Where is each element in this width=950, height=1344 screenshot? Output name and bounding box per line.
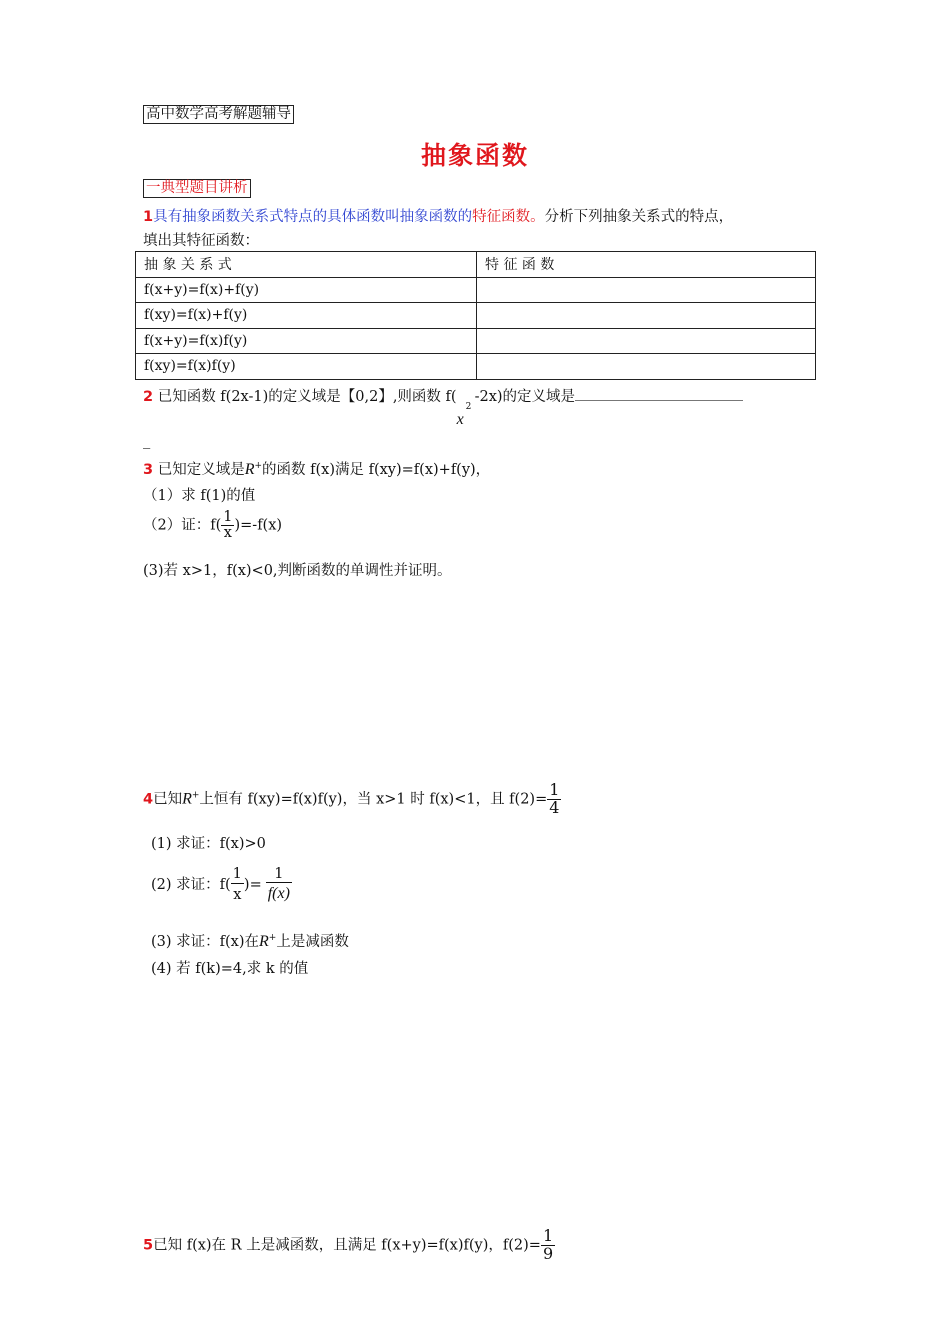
- question-3: [143, 458, 490, 479]
- q3-fraction: [221, 510, 234, 541]
- q2-text-a: 已知函数 f(2x-1)的定义域是【0,2】,则函数 f(: [153, 389, 457, 405]
- q3-part2: [143, 510, 282, 541]
- document-header: 高中数学高考解题辅导: [143, 105, 294, 124]
- answer-cell[interactable]: [477, 354, 816, 380]
- q4-fraction-right: [266, 867, 292, 903]
- q3-part3: (3)若 x>1，f(x)<0,判断函数的单调性并证明。: [143, 563, 452, 579]
- answer-cell[interactable]: [477, 303, 816, 329]
- q4-part2: [151, 867, 292, 903]
- q4-plus-2: +: [268, 933, 277, 944]
- q4-part2-prefix: (2) 求证：f(: [151, 877, 231, 894]
- fraction-denominator: f(x): [267, 885, 290, 903]
- question-number: 3: [143, 462, 154, 478]
- q4-part3: [151, 930, 349, 951]
- question-number: 1: [143, 209, 154, 225]
- q2-dash: _: [143, 433, 151, 449]
- question-5: [143, 1228, 555, 1263]
- q4-fraction-left: [231, 867, 244, 902]
- q4-part1: (1) 求证：f(x)>0: [151, 836, 266, 852]
- table-row: [136, 328, 816, 354]
- q4-part4: (4) 若 f(k)=4,求 k 的值: [151, 961, 309, 977]
- question-number: 2: [143, 389, 154, 405]
- answer-cell[interactable]: [477, 328, 816, 354]
- relation-table: [135, 251, 816, 380]
- q1-rest-text: 分析下列抽象关系式的特点，: [544, 209, 734, 225]
- question-number: 5: [143, 1237, 154, 1254]
- q3-R-symbol: R: [244, 461, 255, 478]
- q4-part3-suffix: 上是减函数: [276, 934, 349, 950]
- table-header-row: [136, 252, 816, 278]
- q3-text-b: 的函数 f(x)满足 f(xy)=f(x)+f(y)，: [262, 462, 491, 478]
- q1-blue-text: 具有抽象函数关系式特点的具体函数叫抽象函数的: [153, 209, 473, 225]
- table-row: [136, 277, 816, 303]
- table-header-cell: 抽 象 关 系 式: [136, 252, 477, 278]
- q3-part2-suffix: )=-f(x): [234, 517, 283, 534]
- table-row: [136, 354, 816, 380]
- relation-cell: f(xy)=f(x)+f(y): [136, 303, 477, 329]
- section-heading: 一典型题目讲析: [143, 179, 251, 198]
- fraction-numerator: 1: [232, 866, 242, 883]
- relation-cell: f(xy)=f(x)f(y): [136, 354, 477, 380]
- question-4: [143, 782, 561, 817]
- q2-x-var: x: [456, 411, 464, 428]
- table-header-cell: 特 征 函 数: [477, 252, 816, 278]
- q3-plus: +: [254, 461, 263, 472]
- q3-part2-prefix: （2）证：f(: [143, 517, 222, 534]
- q2-sup: 2: [465, 402, 472, 412]
- q4-fraction: [547, 782, 561, 817]
- q1-line2: 填出其特征函数：: [143, 233, 259, 249]
- fraction-denominator: x: [233, 886, 242, 903]
- q4-text-b: 上恒有 f(xy)=f(x)f(y)，当 x>1 时 f(x)<1，且 f(2)=: [199, 791, 548, 808]
- answer-cell[interactable]: [477, 277, 816, 303]
- q4-part2-equals: )=: [243, 877, 262, 894]
- q5-text: 已知 f(x)在 R 上是减函数，且满足 f(x+y)=f(x)f(y)，f(2)=: [153, 1237, 541, 1254]
- relation-cell: f(x+y)=f(x)+f(y): [136, 277, 477, 303]
- q2-text-b: -2x)的定义域是: [474, 389, 576, 405]
- q4-plus: +: [191, 790, 200, 801]
- fraction-numerator: 1: [266, 867, 292, 883]
- q5-fraction: [541, 1228, 555, 1263]
- fraction-numerator: 1: [223, 509, 233, 525]
- q3-part1: （1）求 f(1)的值: [143, 488, 256, 504]
- fraction-denominator: x: [223, 525, 232, 542]
- fraction-denominator: 4: [549, 797, 560, 817]
- question-2: [143, 385, 743, 428]
- q1-red-text: 特征函数。: [472, 209, 545, 225]
- question-number: 4: [143, 791, 154, 808]
- q2-answer-line[interactable]: [575, 388, 743, 401]
- page-title: 抽象函数: [420, 141, 529, 170]
- q4-text-a: 已知: [153, 791, 183, 808]
- q4-R-symbol: R: [182, 790, 192, 808]
- fraction-numerator: 1: [542, 1226, 554, 1245]
- fraction-denominator: 9: [542, 1243, 554, 1263]
- table-row: [136, 303, 816, 329]
- q3-text-a: 已知定义域是: [153, 462, 245, 478]
- q4-R-symbol-2: R: [259, 933, 269, 950]
- relation-cell: f(x+y)=f(x)f(y): [136, 328, 477, 354]
- q4-part3-prefix: (3) 求证：f(x)在: [151, 934, 260, 950]
- fraction-numerator: 1: [549, 780, 560, 799]
- question-1: [143, 205, 733, 226]
